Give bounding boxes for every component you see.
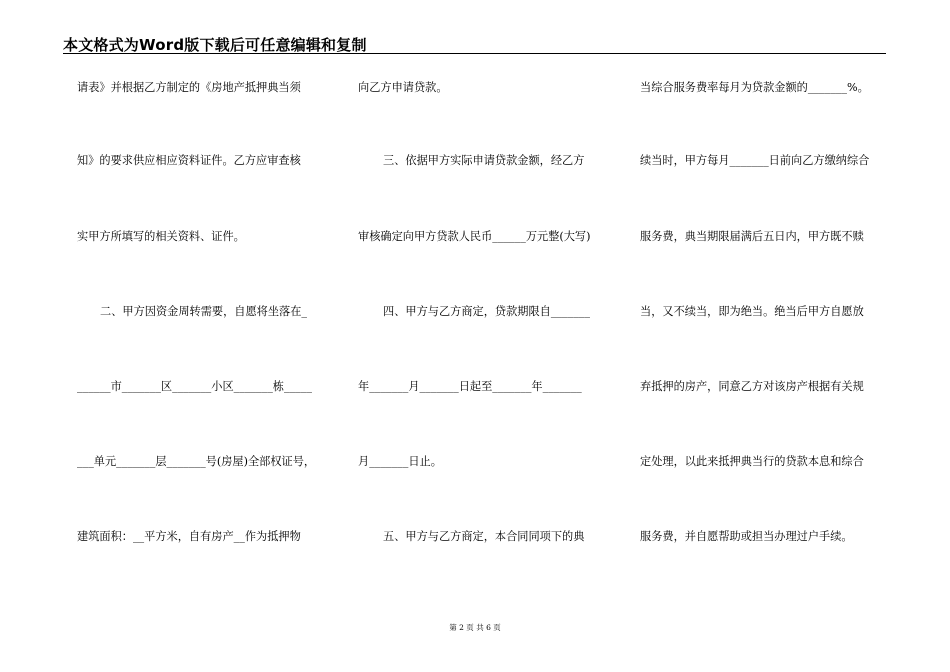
col1-line-2: 知》的要求供应相应资料证件。乙方应审查核 [77,154,301,167]
col2-line-3: 审核确定向甲方贷款人民币______万元整(大写) [358,230,591,243]
col1-line-4: 二、甲方因资金周转需要，自愿将坐落在_ [100,305,307,318]
col3-line-2: 续当时，甲方每月_______日前向乙方缴纳综合 [640,154,870,167]
col1-line-3: 实甲方所填写的相关资料、证件。 [77,230,245,243]
col1-line-6: ___单元_______层_______号(房屋)全部权证号， [77,455,316,468]
col1-line-5: ______市_______区_______小区_______栋_____ [77,380,312,393]
col1-line-7: 建筑面积：__平方米，自有房产__作为抵押物 [77,530,301,543]
col2-line-1: 向乙方申请贷款。 [358,81,448,94]
col2-line-2: 三、依据甲方实际申请贷款金额，经乙方 [383,154,585,167]
col1-line-1: 请表》并根据乙方制定的《房地产抵押典当须 [77,81,301,94]
header-divider [63,53,886,54]
col3-line-6: 定处理，以此来抵押典当行的贷款本息和综合 [640,455,864,468]
document-header: 本文格式为Word版下载后可任意编辑和复制 [63,36,367,54]
col2-line-6: 月_______日止。 [358,455,442,468]
col3-line-3: 服务费，典当期限届满后五日内，甲方既不赎 [640,230,864,243]
page-number: 第 2 页 共 6 页 [449,623,501,632]
col3-line-5: 弃抵押的房产，同意乙方对该房产根据有关规 [640,380,864,393]
col3-line-7: 服务费，并自愿帮助或担当办理过户手续。 [640,530,853,543]
col3-line-1: 当综合服务费率每月为贷款金额的_______%。 [640,81,869,94]
col2-line-7: 五、甲方与乙方商定，本合同同项下的典 [383,530,585,543]
col3-line-4: 当，又不续当，即为绝当。绝当后甲方自愿放 [640,305,864,318]
col2-line-4: 四、甲方与乙方商定，贷款期限自_______ [383,305,590,318]
col2-line-5: 年_______月_______日起至_______年_______ [358,380,582,393]
